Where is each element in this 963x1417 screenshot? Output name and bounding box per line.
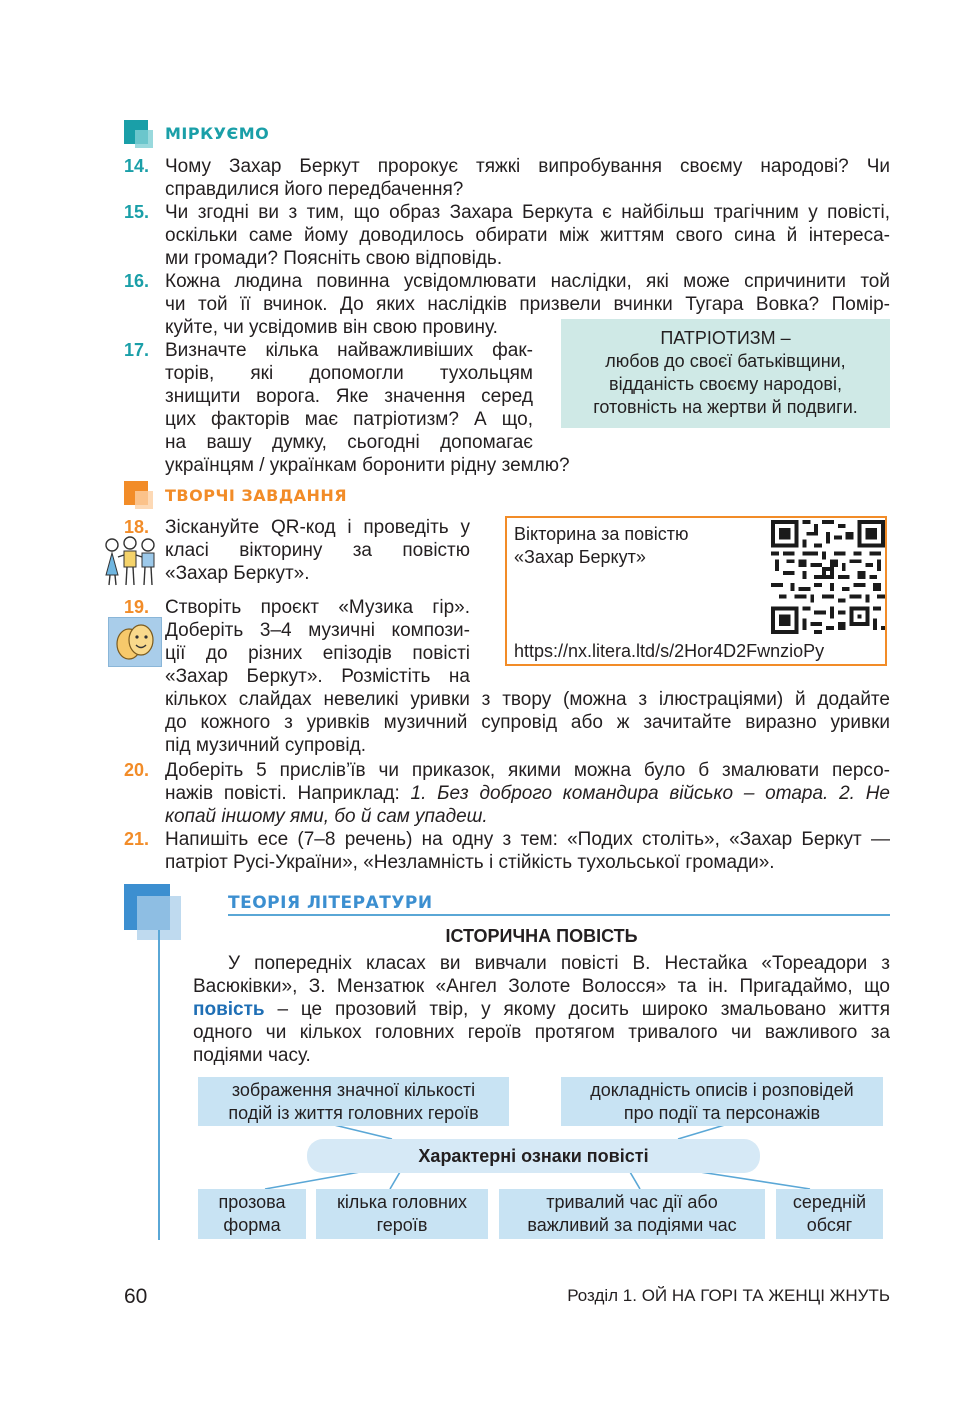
question-text: знищити ворога. Яке значення серед (165, 386, 533, 407)
theory-text: – це прозовий твір, у якому досить широко змальовано життя (264, 999, 890, 1020)
feature-box (198, 1189, 306, 1239)
question-number: 15. (124, 202, 150, 222)
question-text: Чому Захар Беркут пророкує тяжкі випробування своєму народові? Чи (165, 156, 890, 177)
question-text: справдилися його передбачення? (165, 179, 464, 200)
question-text: куйте, чи усвідомив він свою провину. (165, 317, 498, 338)
feature-line: форма (223, 1215, 281, 1235)
section-title-mirkuemo: МІРКУЄМО (165, 124, 270, 143)
feature-line: обсяг (806, 1215, 853, 1235)
question-text: класі вікторину за повістю (165, 540, 470, 561)
theory-subtitle: ІСТОРИЧНА ПОВІСТЬ (445, 926, 638, 946)
feature-box (776, 1189, 883, 1239)
question-text: Створіть проєкт «Музика гір». (165, 597, 470, 618)
question-text: патріот Русі-України», «Незламність і стійкість тухольської громади». (165, 852, 775, 873)
proverb-example: копай іншому ями, бо й сам упадеш. (165, 806, 488, 827)
term-povist: повість (193, 999, 265, 1020)
feature-line: докладність описів і розповідей (590, 1080, 854, 1100)
question-text: під музичний супровід. (165, 735, 366, 756)
feature-line: кілька головних (336, 1192, 468, 1212)
feature-line: прозова (218, 1192, 286, 1212)
question-text: «Захар Беркут». (165, 563, 310, 584)
feature-line: подій із життя головних героїв (228, 1103, 479, 1123)
question-text: Чи згодні ви з тим, що образ Захара Беркута є найбільш трагічним у повісті, (165, 202, 890, 223)
feature-line: героїв (376, 1215, 428, 1235)
feature-box (316, 1189, 488, 1239)
patriotism-line: любов до своєї батьківщини, (605, 351, 846, 371)
feature-box (561, 1077, 883, 1126)
patriotism-line: готовність на жертви й подвиги. (593, 397, 858, 417)
theory-section-title: ТЕОРІЯ ЛІТЕРАТУРИ (228, 893, 433, 913)
feature-line: середній (792, 1192, 867, 1212)
question-number: 19. (124, 597, 150, 617)
question-number: 18. (124, 517, 150, 537)
question-number: 14. (124, 156, 150, 176)
question-number: 21. (124, 829, 150, 849)
question-text: Доберіть 3–4 музичні компози- (165, 620, 470, 641)
patriotism-term: ПАТРІОТИЗМ – (660, 328, 791, 348)
question-text: кількох слайдах невеликі уривки з твору (можна з ілюстраціями) й додайте (165, 689, 890, 710)
question-text: «Захар Беркут». Розмістіть на (165, 666, 470, 687)
characteristics-center-label: Характерні ознаки повісті (307, 1139, 760, 1173)
section-title-tvorchi: ТВОРЧІ ЗАВДАННЯ (165, 486, 348, 505)
question-number: 16. (124, 271, 150, 291)
quiz-url-link[interactable]: https://nx.litera.ltd/s/2Hor4D2FwnzioPy (514, 641, 825, 661)
proverb-example: 1. Без доброго командира військо – отара. 2. Не (410, 783, 890, 804)
question-text: чи той її вчинок. До яких наслідків призвели вчинки Тугара Вовка? Помір- (165, 294, 890, 315)
feature-box (499, 1189, 765, 1239)
question-text: ми громади? Поясніть свою відповідь. (165, 248, 503, 269)
feature-line: тривалий час дії або (546, 1192, 718, 1212)
question-number: 20. (124, 760, 150, 780)
quiz-title: «Захар Беркут» (514, 547, 646, 567)
theory-paragraph-line: Васюківки», З. Мензатюк «Ангел Золоте Волосся» та ін. Пригадаймо, що (193, 976, 890, 997)
question-text: цих факторів має патріотизм? А що, (165, 409, 533, 430)
feature-line: про події та персонажів (623, 1103, 821, 1123)
feature-box (198, 1077, 509, 1126)
theory-paragraph-line: одного чи кількох головних героїв протягом тривалого чи важливого за (193, 1022, 890, 1043)
feature-line: важливий за подіями час (527, 1215, 737, 1235)
question-number: 17. (124, 340, 150, 360)
question-text: торів, які допомогли тухольцям (165, 363, 533, 384)
question-text: ції до різних епізодів повісті (165, 643, 470, 664)
question-text: Доберіть 5 прислів’їв чи приказок, якими можна було б змалювати персо- (165, 760, 890, 781)
question-text: Визначте кілька найважливіших фак- (165, 340, 533, 361)
question-text: до кожного з уривків музичний супровід або ж зачитайте виразно уривки (165, 712, 890, 733)
theory-paragraph-line: подіями часу. (193, 1045, 311, 1066)
feature-line: зображення значної кількості (231, 1080, 476, 1100)
question-text: на вашу думку, сьогодні допомагає (165, 432, 533, 453)
page-number: 60 (124, 1285, 148, 1308)
patriotism-line: відданість своєму народові, (609, 374, 842, 394)
question-text: Напишіть есе (7–8 речень) на одну з тем: «Подих століть», «Захар Беркут — (165, 829, 890, 850)
section-running-title: Розділ 1. ОЙ НА ГОРІ ТА ЖЕНЦІ ЖНУТЬ (567, 1286, 890, 1305)
question-text: українцям / українкам боронити рідну землю? (165, 455, 570, 476)
question-text: Зіскануйте QR-код і проведіть у (165, 517, 470, 538)
question-text: оскільки саме йому доводилось обирати між життям свого сина й інтереса- (165, 225, 890, 246)
quiz-title: Вікторина за повістю (514, 524, 689, 544)
question-text-plain: нажів повісті. Наприклад: (165, 783, 411, 804)
question-text: Кожна людина повинна усвідомлювати наслідки, які може спричинити той (165, 271, 890, 292)
theory-paragraph-line: У попередніх класах ви вивчали повісті В. Нестайка «Тореадори з (228, 953, 890, 974)
